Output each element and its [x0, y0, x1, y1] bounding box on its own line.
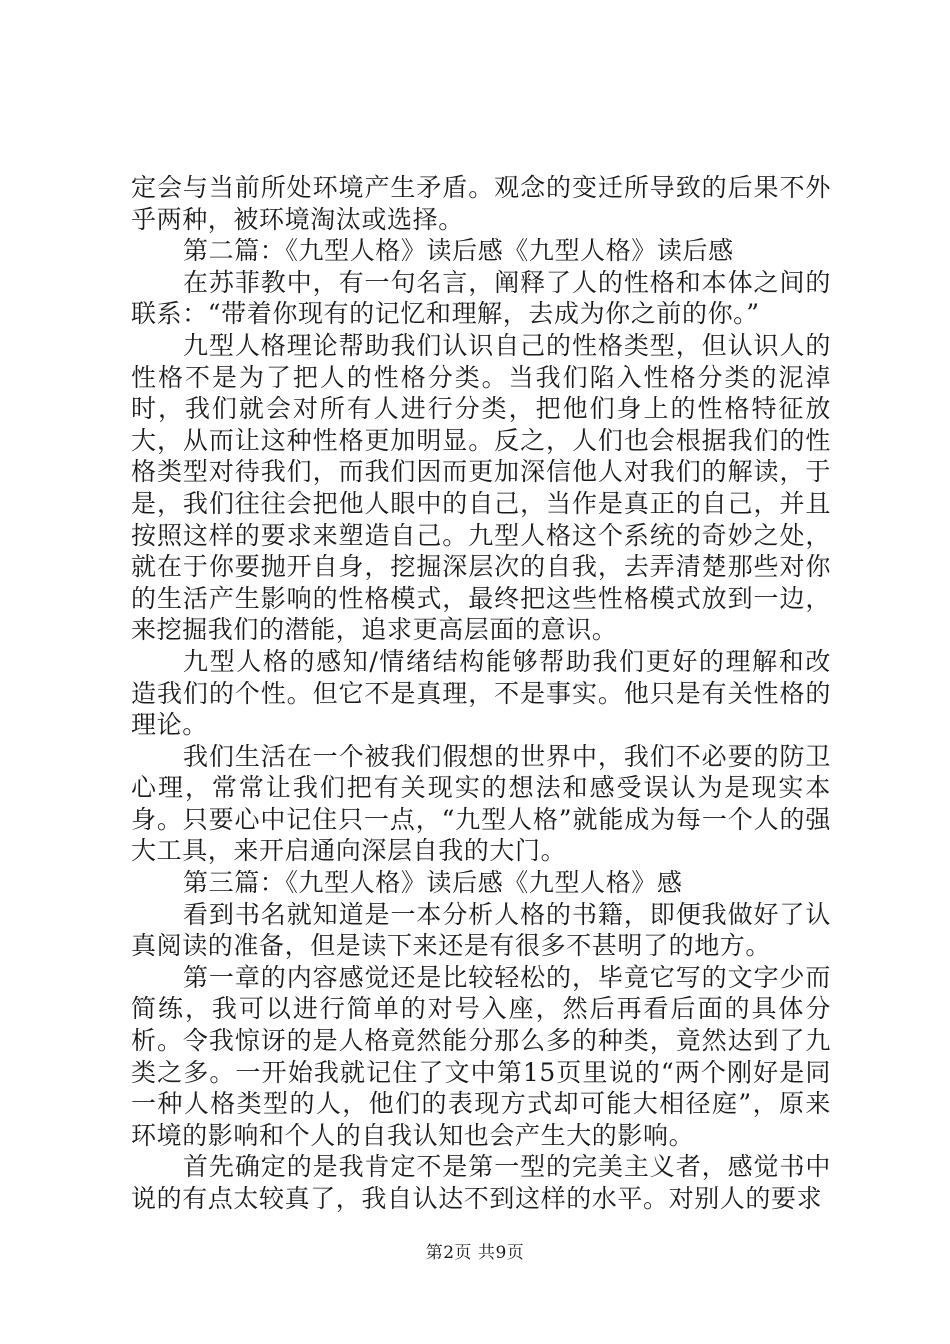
paragraph: 首先确定的是我肯定不是第一型的完美主义者，感觉书中说的有点太较真了，我自认达不到这样的水平。对别人的要求 [131, 1152, 831, 1213]
section-heading-part-three: 第三篇：《九型人格》读后感《九型人格》感 [183, 868, 683, 898]
paragraph: 看到书名就知道是一本分析人格的书籍，即便我做好了认真阅读的准备，但是读下来还是有很多不甚明了的地方。 [131, 899, 831, 961]
section-heading-part-two: 第二篇：《九型人格》读后感《九型人格》读后感 [183, 236, 734, 266]
paragraph: 九型人格理论帮助我们认识自己的性格类型，但认识人的性格不是为了把人的性格分类。当我们陷入性格分类的泥淖时，我们就会对所有人进行分类，把他们身上的性格特征放大，从而让这种性格更加明显。反之，人们也会根据我们的性格类型对待我们，而我们因而更加深信他人对我们的解读，于是，我们往往会把他人眼中的自己，当作是真正的自己，并且按照这样的要求来塑造自己。九型人格这个系统的奇妙之处，就在于你要抛开自身，挖掘深层次的自我，去弄清楚那些对你的生活产生影响的性格模式，最终把这些性格模式放到一边，来挖掘我们的潜能，追求更高层面的意识。 [131, 330, 831, 645]
paragraph: 第一章的内容感觉还是比较轻松的，毕竟它写的文字少而简练，我可以进行简单的对号入座，然后再看后面的具体分析。令我惊讶的是人格竟然能分那么多的种类，竟然达到了九类之多。一开始我就记住了文中第15页里说的“两个刚好是同一种人格类型的人，他们的表现方式却可能大相径庭”，原来环境的影响和个人的自我认知也会产生大的影响。 [131, 962, 831, 1150]
page-number-footer: 第2页 共9页 [425, 1243, 525, 1263]
paragraph: 九型人格的感知/情绪结构能够帮助我们更好的理解和改造我们的个性。但它不是真理，不是事实。他只是有关性格的理论。 [131, 646, 831, 740]
paragraph: 我们生活在一个被我们假想的世界中，我们不必要的防卫心理，常常让我们把有关现实的想法和感受误认为是现实本身。只要心中记住只一点，“九型人格”就能成为每一个人的强大工具，来开启通向深层自我的大门。 [131, 741, 831, 866]
paragraph: 在苏菲教中，有一句名言，阐释了人的性格和本体之间的联系：“带着你现有的记忆和理解，去成为你之前的你。” [131, 267, 831, 329]
paragraph-continuation: 定会与当前所处环境产生矛盾。观念的变迁所导致的后果不外乎两种，被环境淘汰或选择。 [131, 173, 831, 234]
document-body [131, 172, 831, 1215]
